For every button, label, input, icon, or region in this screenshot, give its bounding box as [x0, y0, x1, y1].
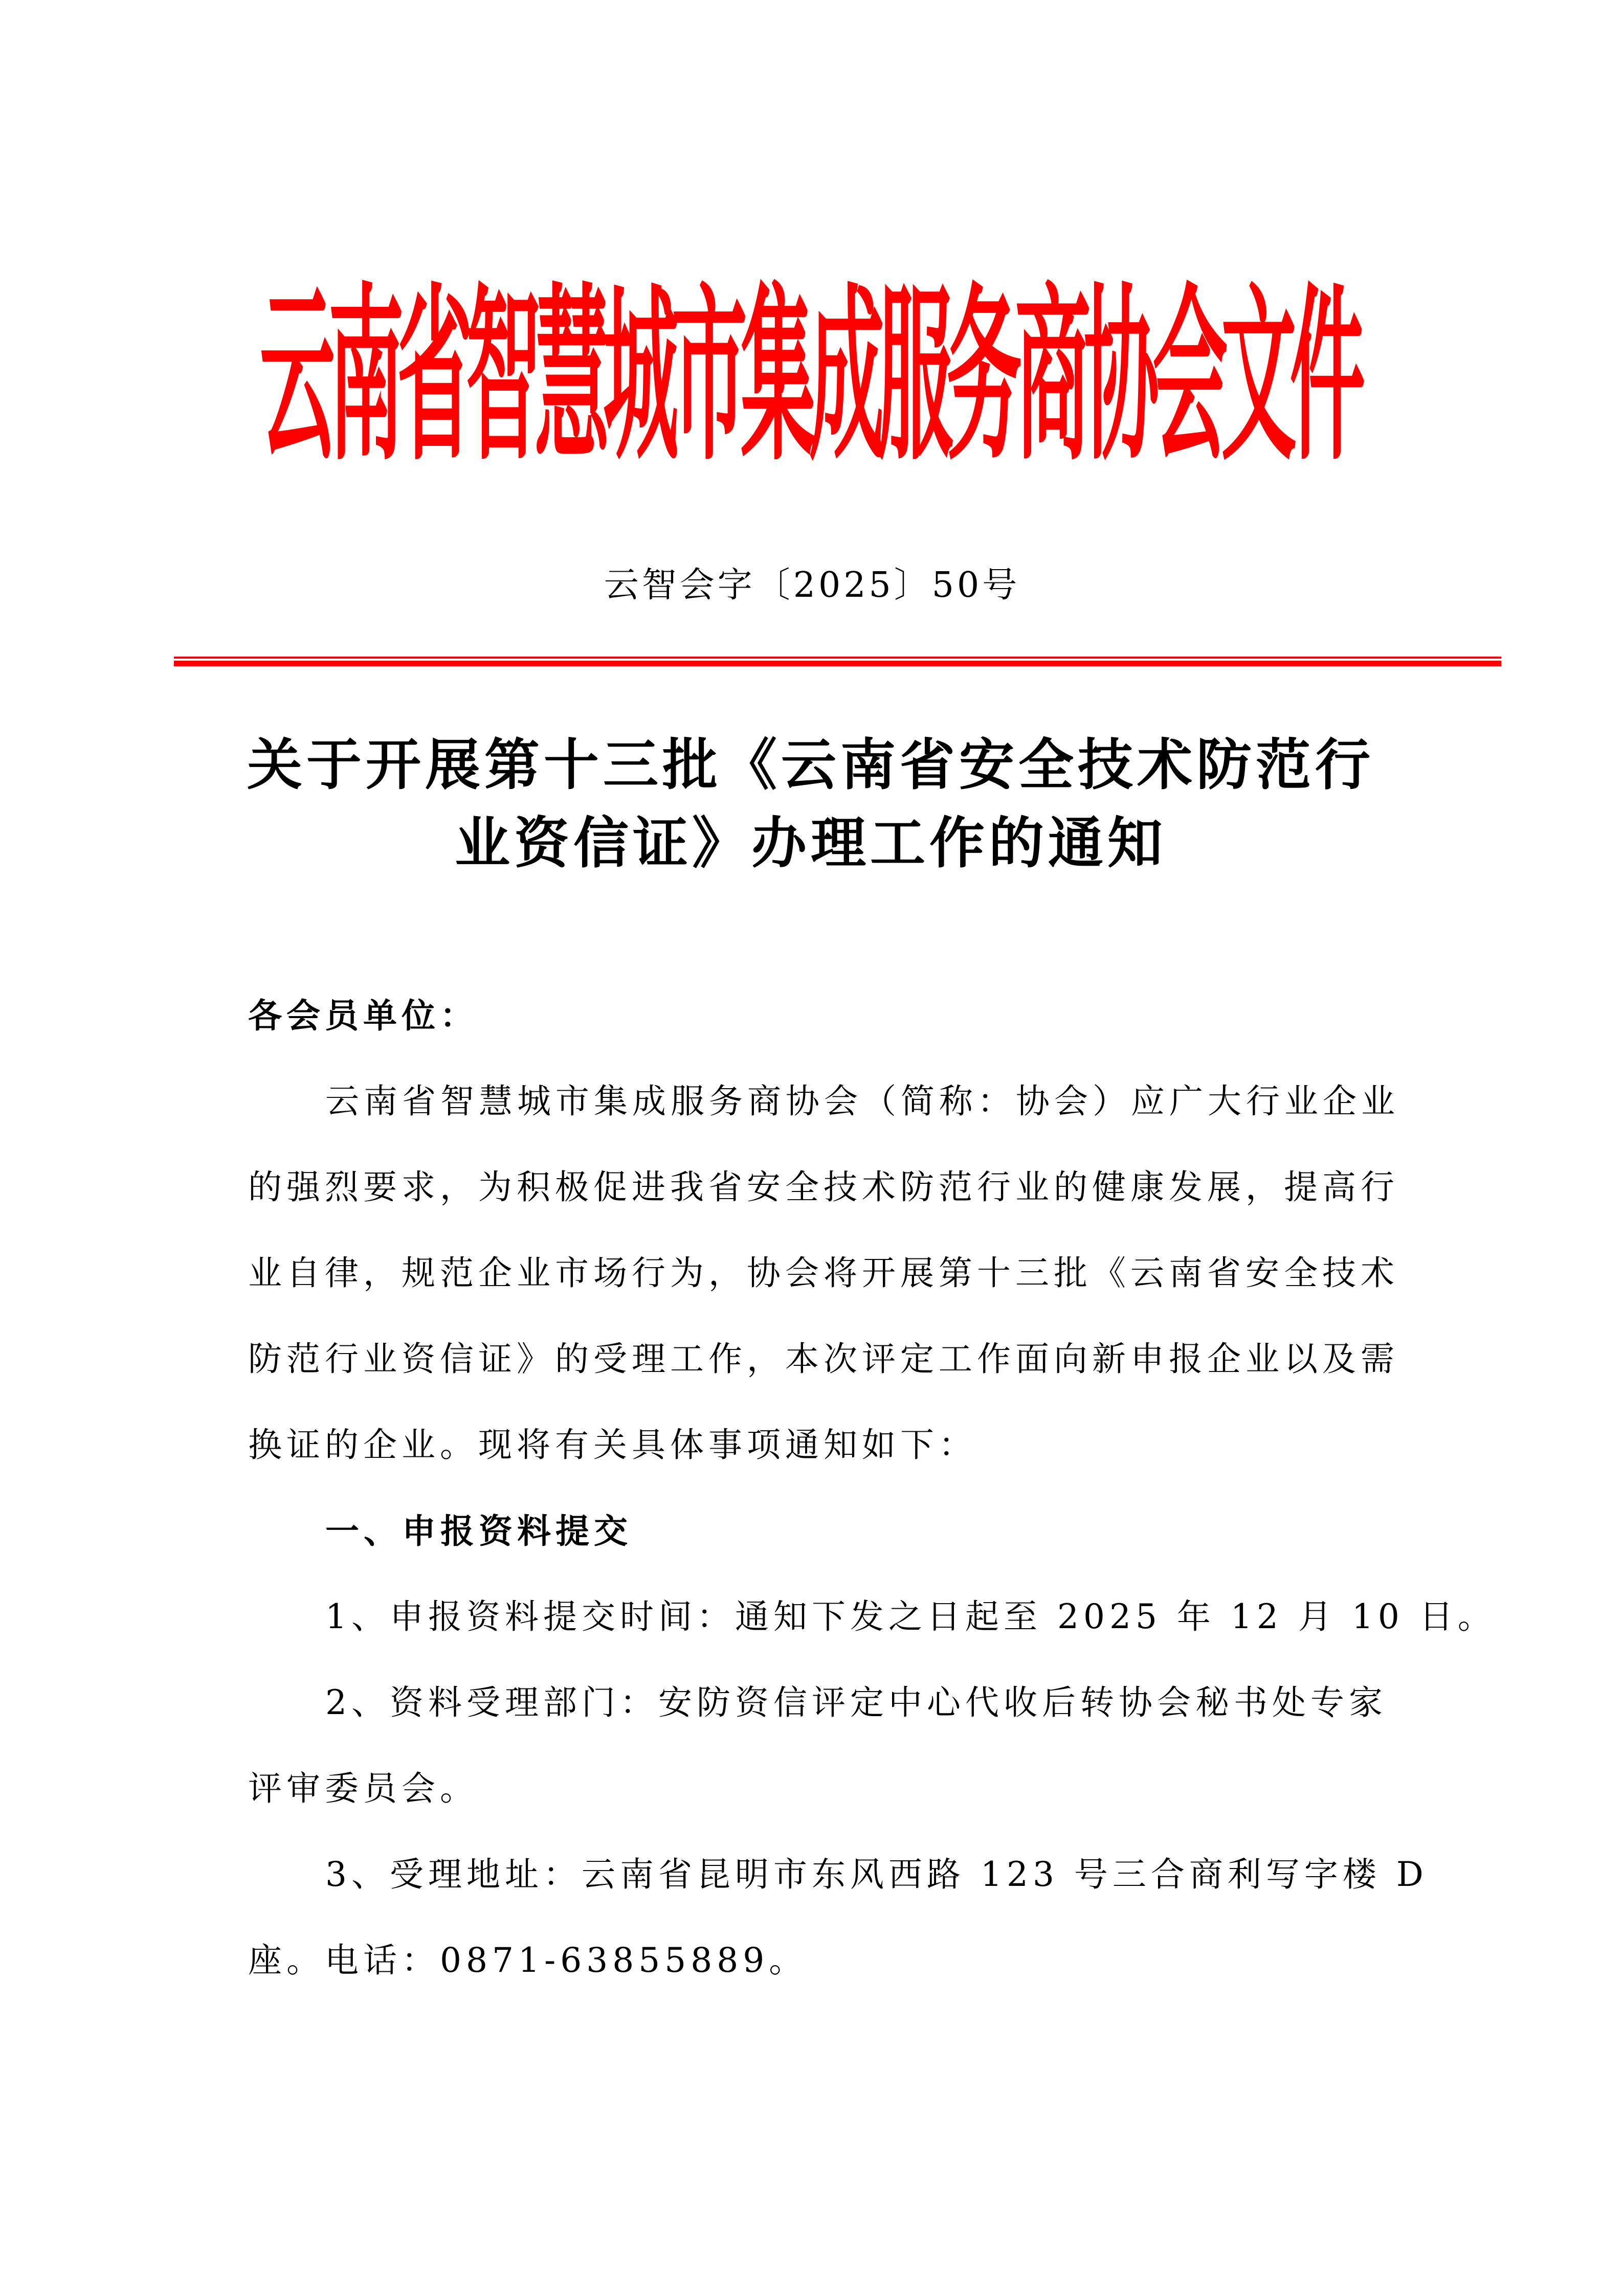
intro-line-5: 换证的企业。现将有关具体事项通知如下：	[248, 1425, 977, 1465]
notice-body	[248, 973, 1496, 2004]
document-number: 云智会字〔2025〕50号	[604, 565, 1020, 605]
intro-line-4: 防范行业资信证》的受理工作，本次评定工作面向新申报企业以及需	[248, 1339, 1399, 1379]
red-rule-thick	[174, 661, 1501, 666]
red-rule-thin	[174, 657, 1501, 659]
intro-line-3: 业自律，规范企业市场行为，协会将开展第十三批《云南省安全技术	[248, 1253, 1399, 1293]
item-3-line-2: 座。电话：0871-63855889。	[248, 1941, 808, 1980]
title-line-1: 关于开展第十三批《云南省安全技术防范行	[247, 733, 1374, 797]
intro-line-2: 的强烈要求，为积极促进我省安全技术防范行业的健康发展，提高行	[248, 1167, 1399, 1207]
masthead-title: 云南省智慧城市集成服务商协会文件	[260, 268, 1359, 487]
intro-line-1: 云南省智慧城市集成服务商协会（简称：协会）应广大行业企业	[325, 1082, 1399, 1121]
salutation: 各会员单位：	[248, 996, 478, 1036]
notice-title	[225, 726, 1396, 883]
item-1-line-1: 1、申报资料提交时间：通知下发之日起至 2025 年 12 月 10 日。	[325, 1597, 1496, 1636]
masthead	[246, 268, 1373, 487]
section-heading-1: 一、申报资料提交	[325, 1511, 632, 1551]
title-line-2: 业资信证》办理工作的通知	[454, 811, 1167, 875]
item-2-line-1: 2、资料受理部门：安防资信评定中心代收后转协会秘书处专家	[325, 1683, 1387, 1722]
item-3-line-1: 3、受理地址：云南省昆明市东风西路 123 号三合商利写字楼 D	[325, 1855, 1428, 1894]
item-2-line-2: 评审委员会。	[248, 1769, 478, 1808]
